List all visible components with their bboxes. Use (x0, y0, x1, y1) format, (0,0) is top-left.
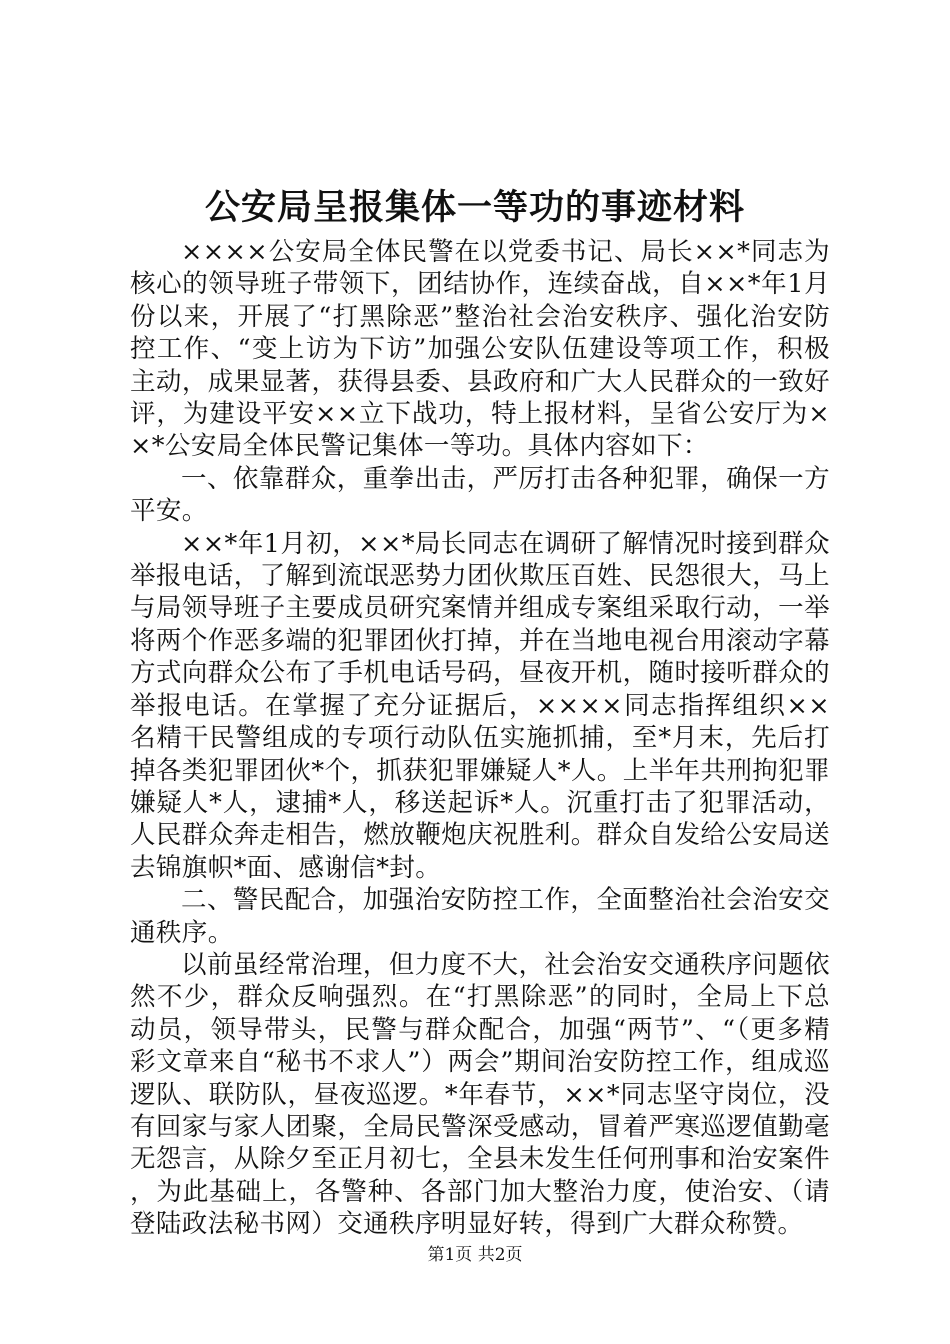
section-heading-2: 二、警民配合，加强治安防控工作，全面整治社会治安交通秩序。 (130, 885, 830, 948)
document-title: 公安局呈报集体一等功的事迹材料 (204, 187, 745, 228)
page-number-footer: 第1页 共2页 (427, 1245, 523, 1265)
paragraph-intro: ××××公安局全体民警在以党委书记、局长××*同志为核心的领导班子带领下，团结协作，连续奋战，自××*年1月份以来，开展了“打黑除恶”整治社会治安秩序、强化治安防控工作、“变上访为下访”加强公安队伍建设等项工作，积极主动，成果显著，获得县委、县政府和广大人民群众的一致好评，为建设平安××立下战功，特上报材料，呈省公安厅为××*公安局全体民警记集体一等功。具体内容如下： (130, 237, 830, 462)
document-body (130, 236, 830, 1241)
paragraph-section-2: 以前虽经常治理，但力度不大，社会治安交通秩序问题依然不少，群众反响强烈。在“打黑除恶”的同时，全局上下总动员，领导带头，民警与群众配合，加强“两节”、“（更多精彩文章来自“秘书不求人”）两会”期间治安防控工作，组成巡逻队、联防队，昼夜巡逻。*年春节，××*同志坚守岗位，没有回家与家人团聚，全局民警深受感动，冒着严寒巡逻值勤毫无怨言，从除夕至正月初七，全县未发生任何刑事和治安案件，为此基础上，各警种、各部门加大整治力度，使治安、（请登陆政法秘书网）交通秩序明显好转，得到广大群众称赞。 (130, 949, 830, 1240)
paragraph-section-1: ××*年1月初，××*局长同志在调研了解情况时接到群众举报电话，了解到流氓恶势力团伙欺压百姓、民怨很大，马上与局领导班子主要成员研究案情并组成专案组采取行动，一举将两个作恶多端的犯罪团伙打掉，并在当地电视台用滚动字幕方式向群众公布了手机电话号码，昼夜开机，随时接听群众的举报电话。在掌握了充分证据后，××××同志指挥组织××名精干民警组成的专项行动队伍实施抓捕，至*月末，先后打掉各类犯罪团伙*个，抓获犯罪嫌疑人*人。上半年共刑拘犯罪嫌疑人*人，逮捕*人，移送起诉*人。沉重打击了犯罪活动，人民群众奔走相告，燃放鞭炮庆祝胜利。群众自发给公安局送去锦旗帜*面、感谢信*封。 (130, 528, 830, 883)
section-heading-1: 一、依靠群众，重拳出击，严厉打击各种犯罪，确保一方平安。 (130, 463, 830, 527)
